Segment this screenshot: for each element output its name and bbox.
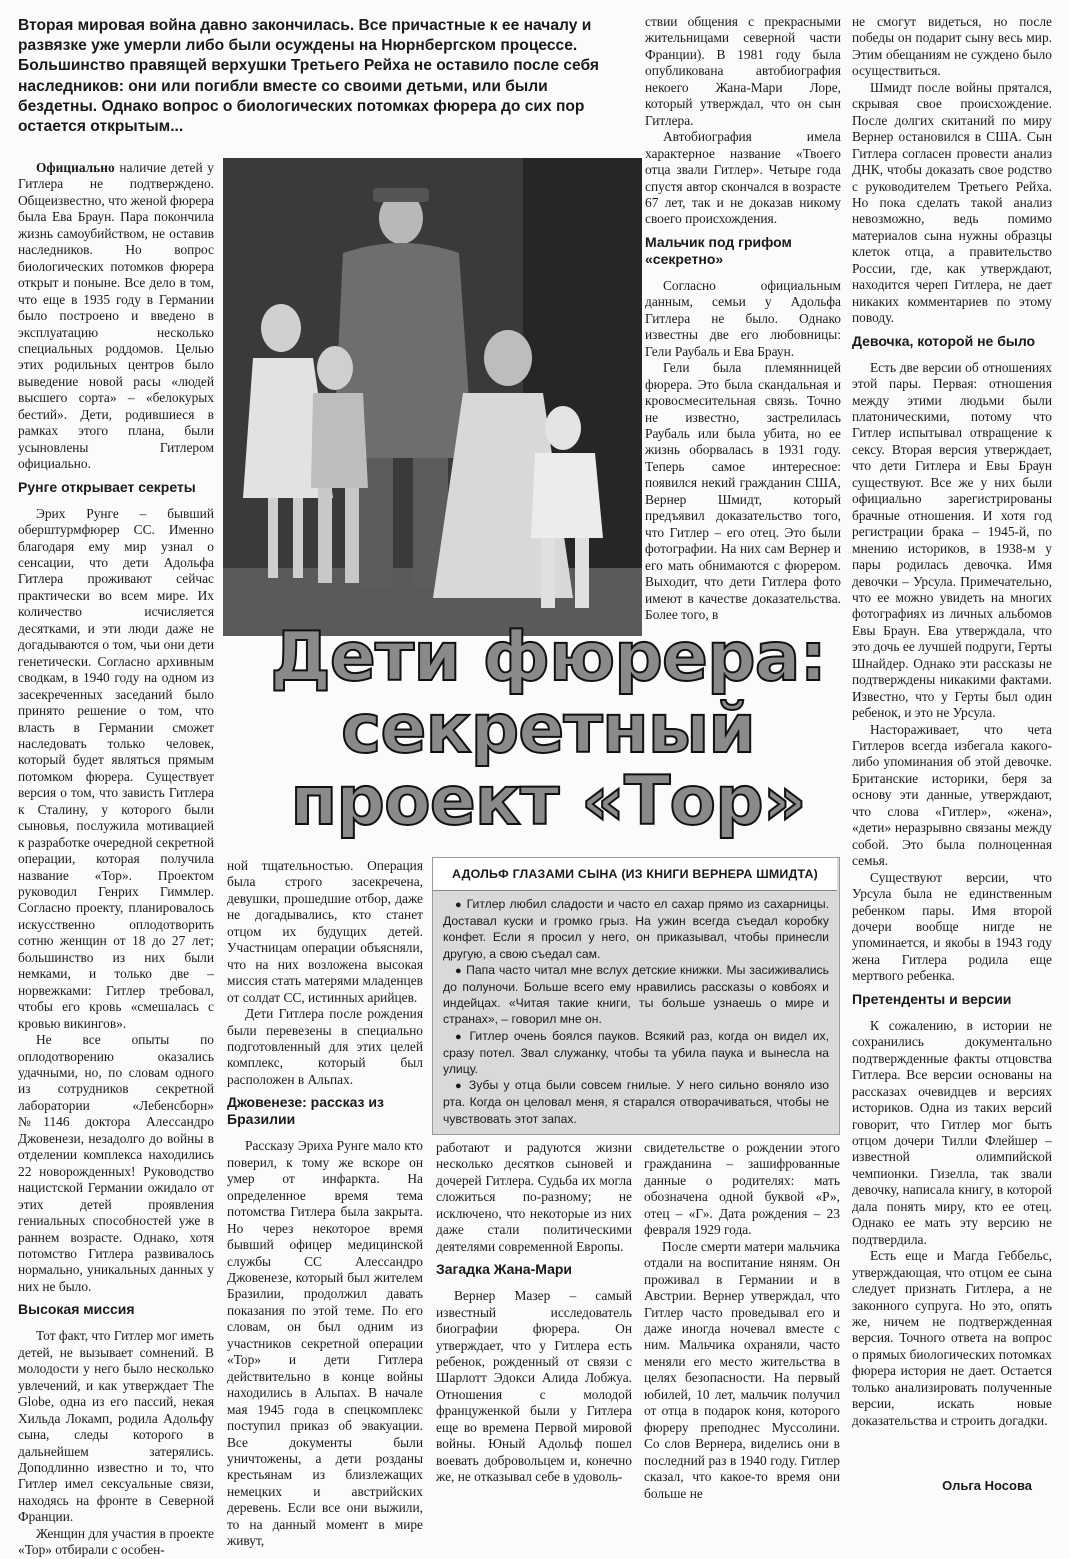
col4b-paragraph-2: После смерти матери мальчика отдали на воспитание няням. Он проживал в Германии и в Австрии. Вернер утверждал, что Гитлер часто проведывал его и даже иногда ночевал вместе с ним. Мальчика охраняли, часто меняли его место жительства в целях безопасности. На первый юбилей, 10 лет, мальчик получил от отца в подарок коня, которого фюреру преподнес Муссолини. Со слов Вернера, виделись они в последний раз в 1940 году. Гитлер сказал, что какое-то время они больше не	[644, 1238, 840, 1501]
col4-paragraph-5: Существуют версии, что Урсула была не единственным ребенком пары. Имя второй дочери вообще нигде не упоминается, и якобы в 1943 году жена Гитлера родила еще мертвого ребенка.	[852, 869, 1052, 984]
author-signature: Ольга Носова	[942, 1478, 1032, 1493]
quote-item-text: Зубы у отца были совсем гнилые. У него сильно воняло изо рта. Когда он целовал меня, я старался отворачиваться, чтобы не чувствовать этот запах.	[443, 1078, 830, 1126]
quote-box	[432, 857, 840, 1135]
quote-box-body	[443, 896, 829, 1127]
quote-box-title: АДОЛЬФ ГЛАЗАМИ СЫНА (ИЗ КНИГИ ВЕРНЕРА ШМИДТА)	[433, 858, 837, 891]
col3b-paragraph-1: работают и радуются жизни несколько десятков сыновей и дочерей Гитлера. Судьба их могла сложиться по-разному; не исключено, что некоторые из них даже стали политическими деятелями современной Европы.	[436, 1140, 632, 1254]
column-3-bottom	[436, 1140, 632, 1490]
quote-item	[443, 1028, 829, 1078]
col4-heading-girl: Девочка, которой не было	[852, 332, 1036, 349]
col3-paragraph-1: ствии общения с прекрасными жительницами северной части Франции). В 1981 году была опубликована автобиография некоего Жана-Мари Лоре, который утверждал, что он сын Гитлера.	[645, 14, 841, 128]
col4-heading-versions: Претенденты и версии	[852, 990, 1012, 1007]
headline-line-1: Дети фюрера:	[270, 618, 826, 697]
lead-block	[18, 16, 622, 156]
col4-paragraph-2: Шмидт после войны прятался, скрывая свое происхождение. После долгих скитаний по миру Вернер остановился в США. Сын Гитлера согласен провести анализ ДНК, чтобы доказать свое родство с руководителем Третьего Рейха. Но пока сделать такой анализ невозможно, ведь помимо материалов сына нужны образцы клеток отца, а правительство России, где, как утверждают, находится череп Гитлера, не дает никаких комментариев по этому поводу.	[852, 79, 1052, 326]
bullet-icon: ●	[455, 1030, 464, 1043]
historical-photo	[223, 158, 642, 636]
bullet-icon: ●	[455, 964, 463, 977]
col2-heading-brazil: Джовенезе: рассказ из Бразилии	[227, 1094, 384, 1128]
col1-paragraph-4: Тот факт, что Гитлер мог иметь детей, не вызывает сомнений. В молодости у него было несколько увлечений, и как утверждает The Globe, одна из его пассий, некая Хильда Локамп, родила Адольфу сына, следы которого в дальнейшем затерялись. Доподлинно известно и то, что Гитлер имел сексуальные связи, находясь на фронте в Северной Франции.	[18, 1328, 214, 1525]
quote-item-text: Папа часто читал мне вслух детские книжки. Мы засиживались до полуночи. Больше всего ему нравились рассказы о ковбоях и индейцах. «Читая такие книги, ты больше узнаешь о мире и странах», – говорил мне он.	[443, 962, 830, 1027]
col4-paragraph-4: Настораживает, что чета Гитлеров всегда избегала какого-либо упоминания об этой девочке. Британские историки, беря за основу эти данные, утверждают, что слова «Гитлер», «жена», «дети» неразрывно связаны между собой. Это была полноценная семья.	[852, 721, 1052, 869]
col1-paragraph-3: Не все опыты по оплодотворению оказались удачными, но, по словам одного из сотрудников секретной лаборатории «Лебенсборн» №1146 доктора Алессандро Джовенези, незадолго до войны в отделении комплекса находились 22 новорожденных! Руководство нацистской Германии ожидало от этих детей проявления гениальных способностей уже в раннем возрасте. Однако, хотя потомство Гитлера развивалось нормально, уникальных данных у них не было.	[18, 1032, 214, 1294]
col1-paragraph-1	[18, 160, 214, 473]
quote-item-text: Гитлер очень боялся пауков. Всякий раз, когда он видел их, сразу потел. Звал служанку, чтобы та убила паука и вынесла на улицу.	[443, 1028, 829, 1077]
headline-line-2: секретный	[341, 690, 755, 769]
quote-item	[443, 1077, 829, 1127]
headline	[238, 618, 858, 841]
col1-heading-runge: Рунге открывает секреты	[18, 478, 196, 495]
col4-paragraph-1: не смогут видеться, но после победы он подарит сыну весь мир. Этим обещаниям не суждено было осуществиться.	[852, 14, 1052, 79]
col4b-paragraph-1: свидетельстве о рождении этого гражданина – зашифрованные данные о родителях: мать обозначена одной буквой «Р», отец – «Г». Дата рождения – 23 февраля 1929 года.	[644, 1140, 840, 1238]
lead-text: Вторая мировая война давно закончилась. Все причастные к ее началу и развязке уже умерли либо были осуждены на Нюрнбергском процессе. Большинство правящей верхушки Третьего Рейха не оставило после себя наследников: они или погибли вместе со своими детьми, или были бездетны. Однако вопрос о биологических потомках фюрера до сих пор остается открытым...	[18, 17, 600, 136]
quote-item-text: Гитлер любил сладости и часто ел сахар прямо из сахарницы. Доставал куски и громко грыз. На ужин всегда съедал коробку конфет. Если я просил у него, он приказывал, чтобы принесли другую, а свою съедал сам.	[443, 897, 829, 961]
column-2	[227, 858, 423, 1549]
col1-paragraph-5: Женщин для участия в проекте «Тор» отбирали с особен-	[18, 1525, 214, 1558]
col1-paragraph-2: Эрих Рунге – бывший оберштурмфюрер СС. Именно благодаря ему мир узнал о сенсации, что дети Адольфа Гитлера проживают сейчас практически во всем мире. Их количество исчисляется десятками, и эти люди даже не догадываются о том, чьи они дети генетически. Согласно архивным сводкам, в 1940 году на одном из засекреченных заседаний было принято решение о том, что власть в Германии сможет наследовать только человек, который будет являться прямым потомком фюрера. Существует версия о том, что зависть Гитлера к Сталину, у которого были сыновья, послужила мотивацией к разработке очередной секретной операции, которая получила название «Тор». Проектом руководил Генрих Гиммлер. Согласно проекту, планировалось искусственно оплодотворить сотню женщин от 18 до 27 лет; большинство из них были немками, и только две – норвежками: Гитлер требовал, чтобы его кровь «смешалась с кровью викингов».	[18, 505, 214, 1031]
photo-figures-icon	[223, 158, 642, 636]
col2-paragraph-3: Рассказу Эриха Рунге мало кто поверил, к тому же вскоре он умер от инфаркта. На определенное время тема потомства Гитлера была закрыта. Но через некоторое время бывший офицер медицинской службы СС Алессандро Джовенезе, который был жителем Бразилии, продолжил давать показания по этой теме. По его словам, он был одним из участников секретной операции «Тор» и дети Гитлера действительно в конце войны находились в Альпах. В начале мая 1945 года в спецкомплекс поступил приказ об эвакуации. Все документы были уничтожены, а дети розданы крестьянам из близлежащих немецких и австрийских деревень. Если все они выжили, то на данный момент в мире живут,	[227, 1138, 423, 1549]
col3b-heading-jean-marie: Загадка Жана-Мари	[436, 1261, 573, 1278]
headline-line-3: проект «Тор»	[290, 762, 806, 841]
column-1	[18, 160, 214, 1558]
column-4-bottom	[644, 1140, 840, 1501]
col2-paragraph-1: ной тщательностью. Операция была строго засекречена, девушки, прошедшие отбор, даже не догадывались, кто станет отцом их будущих детей. Участницам операции объясняли, что на них возложена высокая миссия стать матерями младенцев от солдат СС, истинных арийцев.	[227, 858, 423, 1005]
col3-paragraph-4: Гели была племянницей фюрера. Это была скандальная и кровосмесительная связь. Точно не известно, застрелилась Раубаль или была убита, но ее жизнь оборвалась в 1931 году. Теперь самое интересное: появился некий гражданин США, Вернер Шмидт, который предъявил доказательство того, что Гитлер – его отец. Это были фотографии. На них сам Вернер и его мать обнимаются с фюрером. Выходит, что дети Гитлера фото имеют в качестве доказательства. Более того, в	[645, 360, 841, 622]
col3b-paragraph-2: Вернер Мазер – самый известный исследователь биографии фюрера. Он утверждает, что у Гитлера есть ребенок, рожденный от связи с Шарлотт Эдокси Алида Лобжуа. Отношения с молодой француженкой были у Гитлера еще во времена Первой мировой войны. Юный Адольф пошел воевать добровольцем и, конечно же, не отказывал себе в удоволь-	[436, 1288, 632, 1485]
col2-paragraph-2: Дети Гитлера после рождения были перевезены в специально подготовленный для этих целей комплекс, который был расположен в Альпах.	[227, 1006, 423, 1087]
col3-heading-boy: Мальчик под грифом «секретно»	[645, 233, 792, 267]
column-4	[852, 14, 1052, 1479]
col4-paragraph-7: Есть еще и Магда Геббельс, утверждающая, что отцом ее сына следует признать Гитлера, а не законного супруга. Но это, опять же, ничем не подтвержденная версия. Точного ответа на вопрос о прямых биологических потомках фюрера история не дает. Остается только анализировать полученные версии, искать новые доказательства и строить догадки.	[852, 1248, 1052, 1428]
col3-paragraph-3: Согласно официальным данным, семьи у Адольфа Гитлера не было. Однако известны две его любовницы: Гели Раубаль и Ева Браун.	[645, 277, 841, 359]
col1-p1-strong: Официально	[36, 160, 115, 175]
bullet-icon: ●	[455, 899, 463, 911]
quote-item	[443, 896, 829, 962]
col3-paragraph-2: Автобиография имела характерное название «Твоего отца звали Гитлер». Четыре года спустя автор скончался в возрасте 67 лет, так и не доказав никому своего происхождения.	[645, 129, 841, 227]
quote-item	[443, 962, 829, 1028]
col1-p1-text: наличие детей у Гитлера не подтверждено. Общеизвестно, что женой фюрера была Ева Браун. Пара покончила жизнь самоубийством, не оставив наследников. Но вопрос биологических потомков фюрера открыт и поныне. Все дело в том, что еще в 1935 году в Германии было построено и введено в эксплуатацию несколько специальных роддомов. Целью этих родильных центров было выведение новой расы «людей высшего сорта» – «белокурых бестий». Дети, родившиеся в рамках этого плана, были усыновлены Гитлером официально.	[18, 160, 214, 472]
bullet-icon: ●	[455, 1080, 464, 1093]
col4-paragraph-6: К сожалению, в истории не сохранились документально подтвержденные факты отцовства Гитлера. Все версии основаны на рассказах очевидцев и версиях историков. Одна из таких версий говорит, что Гитлер мог быть отцом дочери Тилли Флейшер – известной олимпийской чемпионки. Гизелла, так звали девочку, написала книгу, в которой дала понять миру, кто ее отец. Однако ее мать эту версию не подтвердила.	[852, 1017, 1052, 1247]
col4-paragraph-3: Есть две версии об отношениях этой пары. Первая: отношения между этими людьми были платоническими, потому что Гитлер испытывал отвращение к сексу. Вторая версия утверждает, что дети Гитлера и Евы Браун существуют. Все же у них были официально зарегистрированы брачные отношения. И хотя год регистрации брака – 1945-й, по мнению историков, в 1938-м у пары родилась девочка. Имя девочки – Урсула. Примечательно, что ее можно увидеть на многих фотографиях из личных альбомов Евы Браун. Ева утверждала, что это дочь ее лучшей подруги, Герты Шнайдер. Однако эти рассказы не подтверждены никакими фактами. Известно, что у Герты был один ребенок, и это не Урсула.	[852, 359, 1052, 721]
column-3-top	[645, 14, 841, 622]
col1-heading-mission: Высокая миссия	[18, 1301, 135, 1318]
